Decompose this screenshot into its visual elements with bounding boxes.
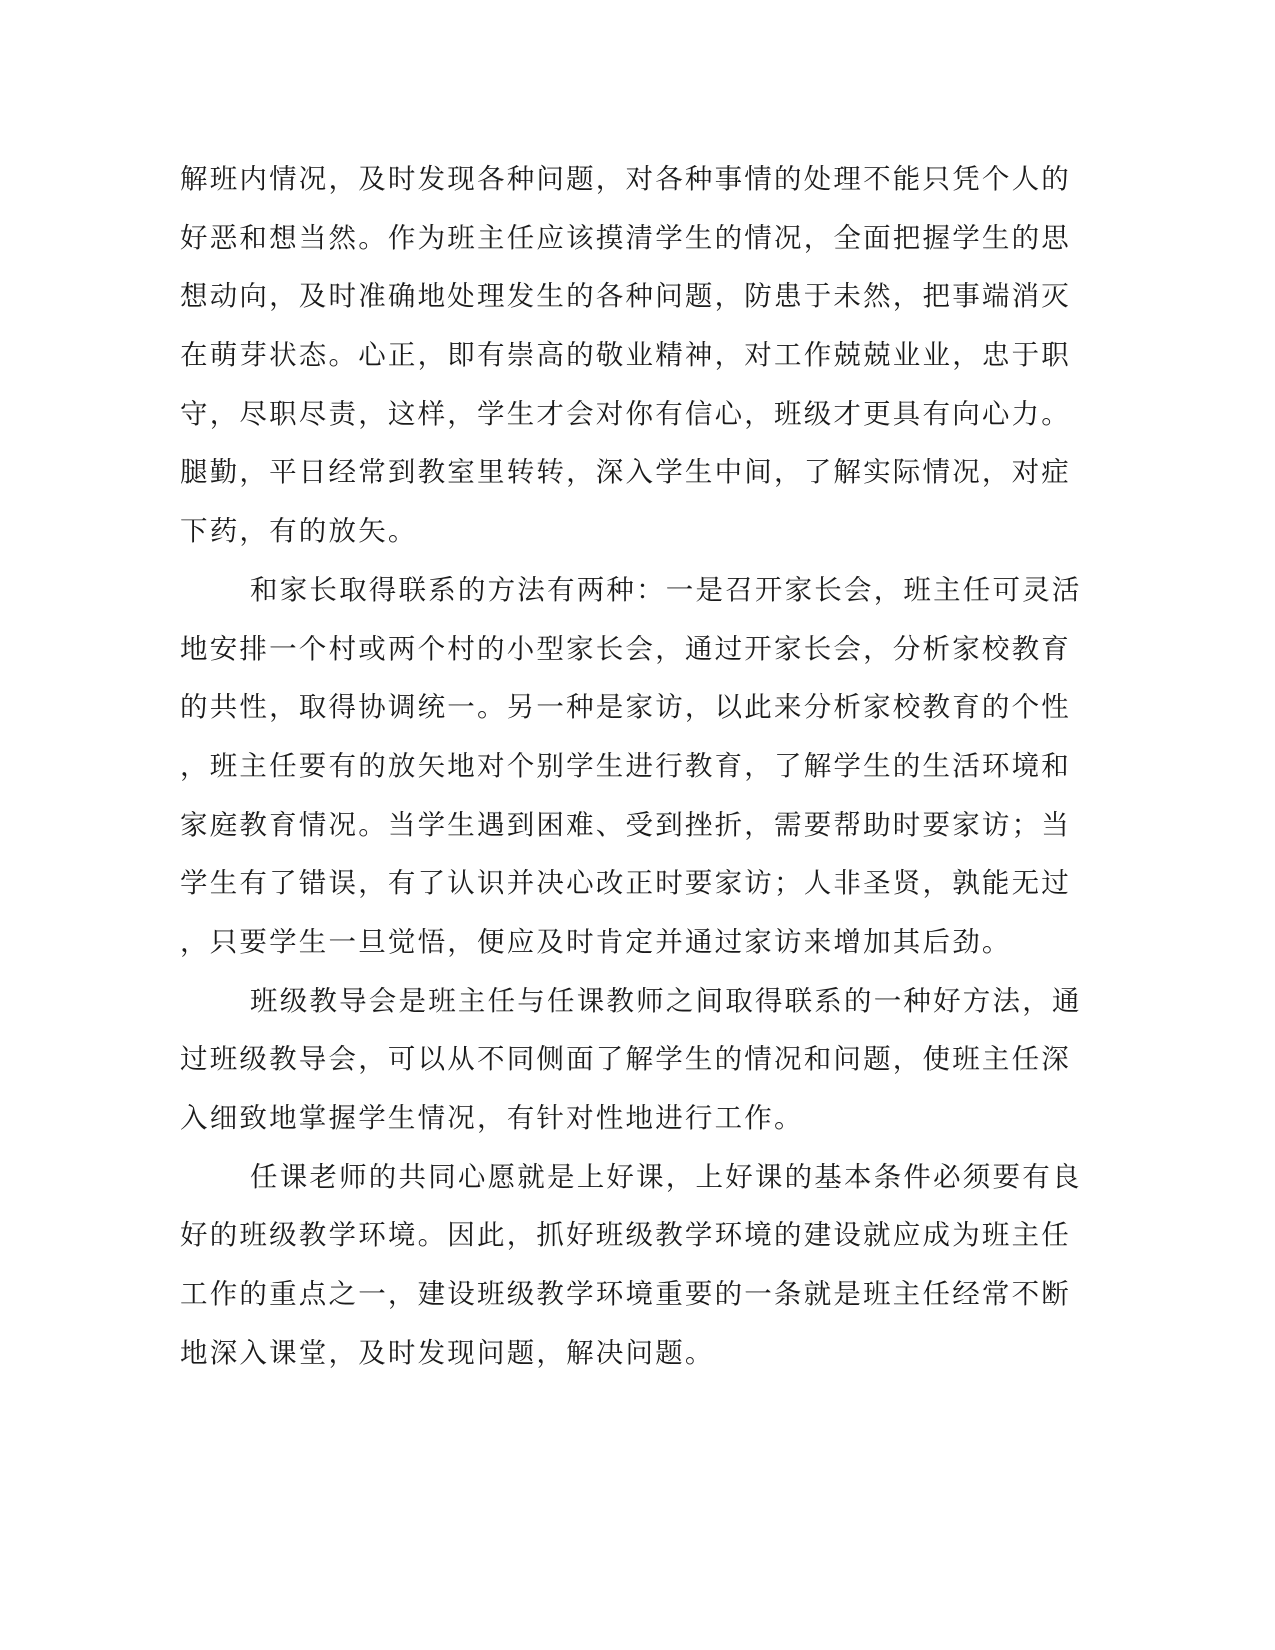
text-line: 守，尽职尽责，这样，学生才会对你有信心，班级才更具有向心力。: [180, 397, 1071, 430]
paragraph-class-situation: [180, 150, 1071, 561]
text-line: 好的班级教学环境。因此，抓好班级教学环境的建设就应成为班主任: [180, 1219, 1071, 1252]
paragraph-class-meeting: [180, 972, 1082, 1148]
document-body: [180, 150, 1082, 1382]
text-line: 任课老师的共同心愿就是上好课，上好课的基本条件必须要有良: [250, 1160, 1082, 1193]
text-line: 地安排一个村或两个村的小型家长会，通过开家长会，分析家校教育: [180, 632, 1071, 665]
text-line: 想动向，及时准确地处理发生的各种问题，防患于未然，把事端消灭: [180, 280, 1071, 313]
text-line: ，班主任要有的放矢地对个别学生进行教育，了解学生的生活环境和: [180, 749, 1071, 782]
text-line: 家庭教育情况。当学生遇到困难、受到挫折，需要帮助时要家访；当: [180, 808, 1071, 841]
text-line: 的共性，取得协调统一。另一种是家访，以此来分析家校教育的个性: [180, 691, 1071, 724]
text-line: 工作的重点之一，建设班级教学环境重要的一条就是班主任经常不断: [180, 1278, 1071, 1311]
text-line: 地深入课堂，及时发现问题，解决问题。: [180, 1336, 715, 1369]
text-line: 入细致地掌握学生情况，有针对性地进行工作。: [180, 1102, 804, 1134]
text-line: 下药，有的放矢。: [180, 515, 418, 548]
text-line: 好恶和想当然。作为班主任应该摸清学生的情况，全面把握学生的思: [180, 221, 1071, 254]
paragraph-parent-contact: [180, 561, 1082, 972]
text-line: 学生有了错误，有了认识并决心改正时要家访；人非圣贤，孰能无过: [180, 867, 1071, 900]
text-line: 在萌芽状态。心正，即有崇高的敬业精神，对工作兢兢业业，忠于职: [180, 339, 1071, 372]
text-line: 班级教导会是班主任与任课教师之间取得联系的一种好方法，通: [250, 984, 1082, 1017]
text-line: 和家长取得联系的方法有两种：一是召开家长会，班主任可灵活: [250, 573, 1082, 606]
paragraph-teaching-environment: [180, 1148, 1082, 1383]
text-line: 解班内情况，及时发现各种问题，对各种事情的处理不能只凭个人的: [180, 163, 1071, 195]
text-line: 腿勤，平日经常到教室里转转，深入学生中间，了解实际情况，对症: [180, 456, 1071, 489]
text-line: ，只要学生一旦觉悟，便应及时肯定并通过家访来增加其后劲。: [180, 925, 1012, 958]
text-line: 过班级教导会，可以从不同侧面了解学生的情况和问题，使班主任深: [180, 1043, 1071, 1076]
